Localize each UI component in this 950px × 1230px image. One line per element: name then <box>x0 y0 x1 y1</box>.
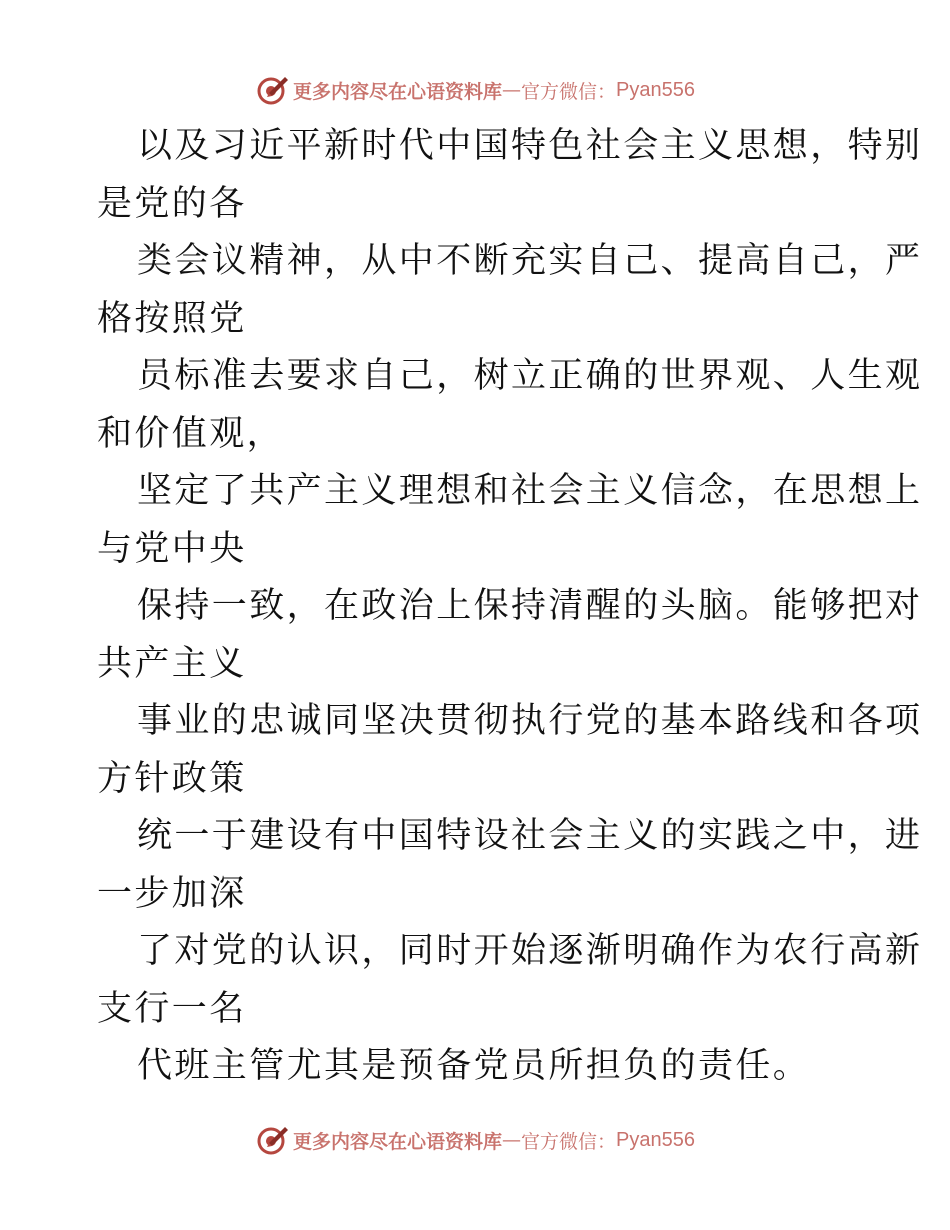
document-body <box>97 118 923 1096</box>
body-line: 员标准去要求自己，树立正确的世界观、人生观 <box>137 356 923 396</box>
footer-wechat-label: 官方微信： <box>521 1130 617 1153</box>
body-line: 统一于建设有中国特设社会主义的实践之中，进 <box>137 816 923 856</box>
body-line: 了对党的认识，同时开始逐渐明确作为农行高新 <box>137 931 923 971</box>
body-line: 方针政策 <box>97 758 247 799</box>
body-line: 一步加深 <box>97 873 247 914</box>
body-line: 格按照党 <box>97 298 247 339</box>
header-wechat-label: 官方微信： <box>521 80 617 103</box>
body-line: 和价值观， <box>97 413 285 454</box>
footer-wechat-id: Pyan556 <box>616 1128 695 1151</box>
footer-separator: — <box>502 1129 522 1151</box>
body-line: 坚定了共产主义理想和社会主义信念，在思想上 <box>137 471 923 511</box>
footer-watermark-banner <box>0 1120 950 1160</box>
body-line: 以及习近平新时代中国特色社会主义思想，特别 <box>137 126 923 166</box>
body-line: 事业的忠诚同坚决贯彻执行党的基本路线和各项 <box>137 701 923 741</box>
body-line: 共产主义 <box>97 643 247 684</box>
body-line: 是党的各 <box>97 183 247 224</box>
header-brand-text: 更多内容尽在心语资料库 <box>293 80 503 103</box>
body-line: 支行一名 <box>97 988 247 1029</box>
body-line: 保持一致，在政治上保持清醒的头脑。能够把对 <box>137 586 923 626</box>
footer-brand-text: 更多内容尽在心语资料库 <box>293 1130 503 1153</box>
body-line: 类会议精神，从中不断充实自己、提高自己，严 <box>137 241 923 281</box>
header-wechat-id: Pyan556 <box>616 78 695 101</box>
body-line: 代班主管尤其是预备党员所担负的责任。 <box>137 1046 811 1086</box>
pen-circle-logo-icon <box>255 1123 289 1157</box>
pen-circle-logo-icon <box>255 73 289 107</box>
header-watermark-banner <box>0 70 950 110</box>
header-separator: — <box>502 79 522 101</box>
body-line: 与党中央 <box>97 528 247 569</box>
